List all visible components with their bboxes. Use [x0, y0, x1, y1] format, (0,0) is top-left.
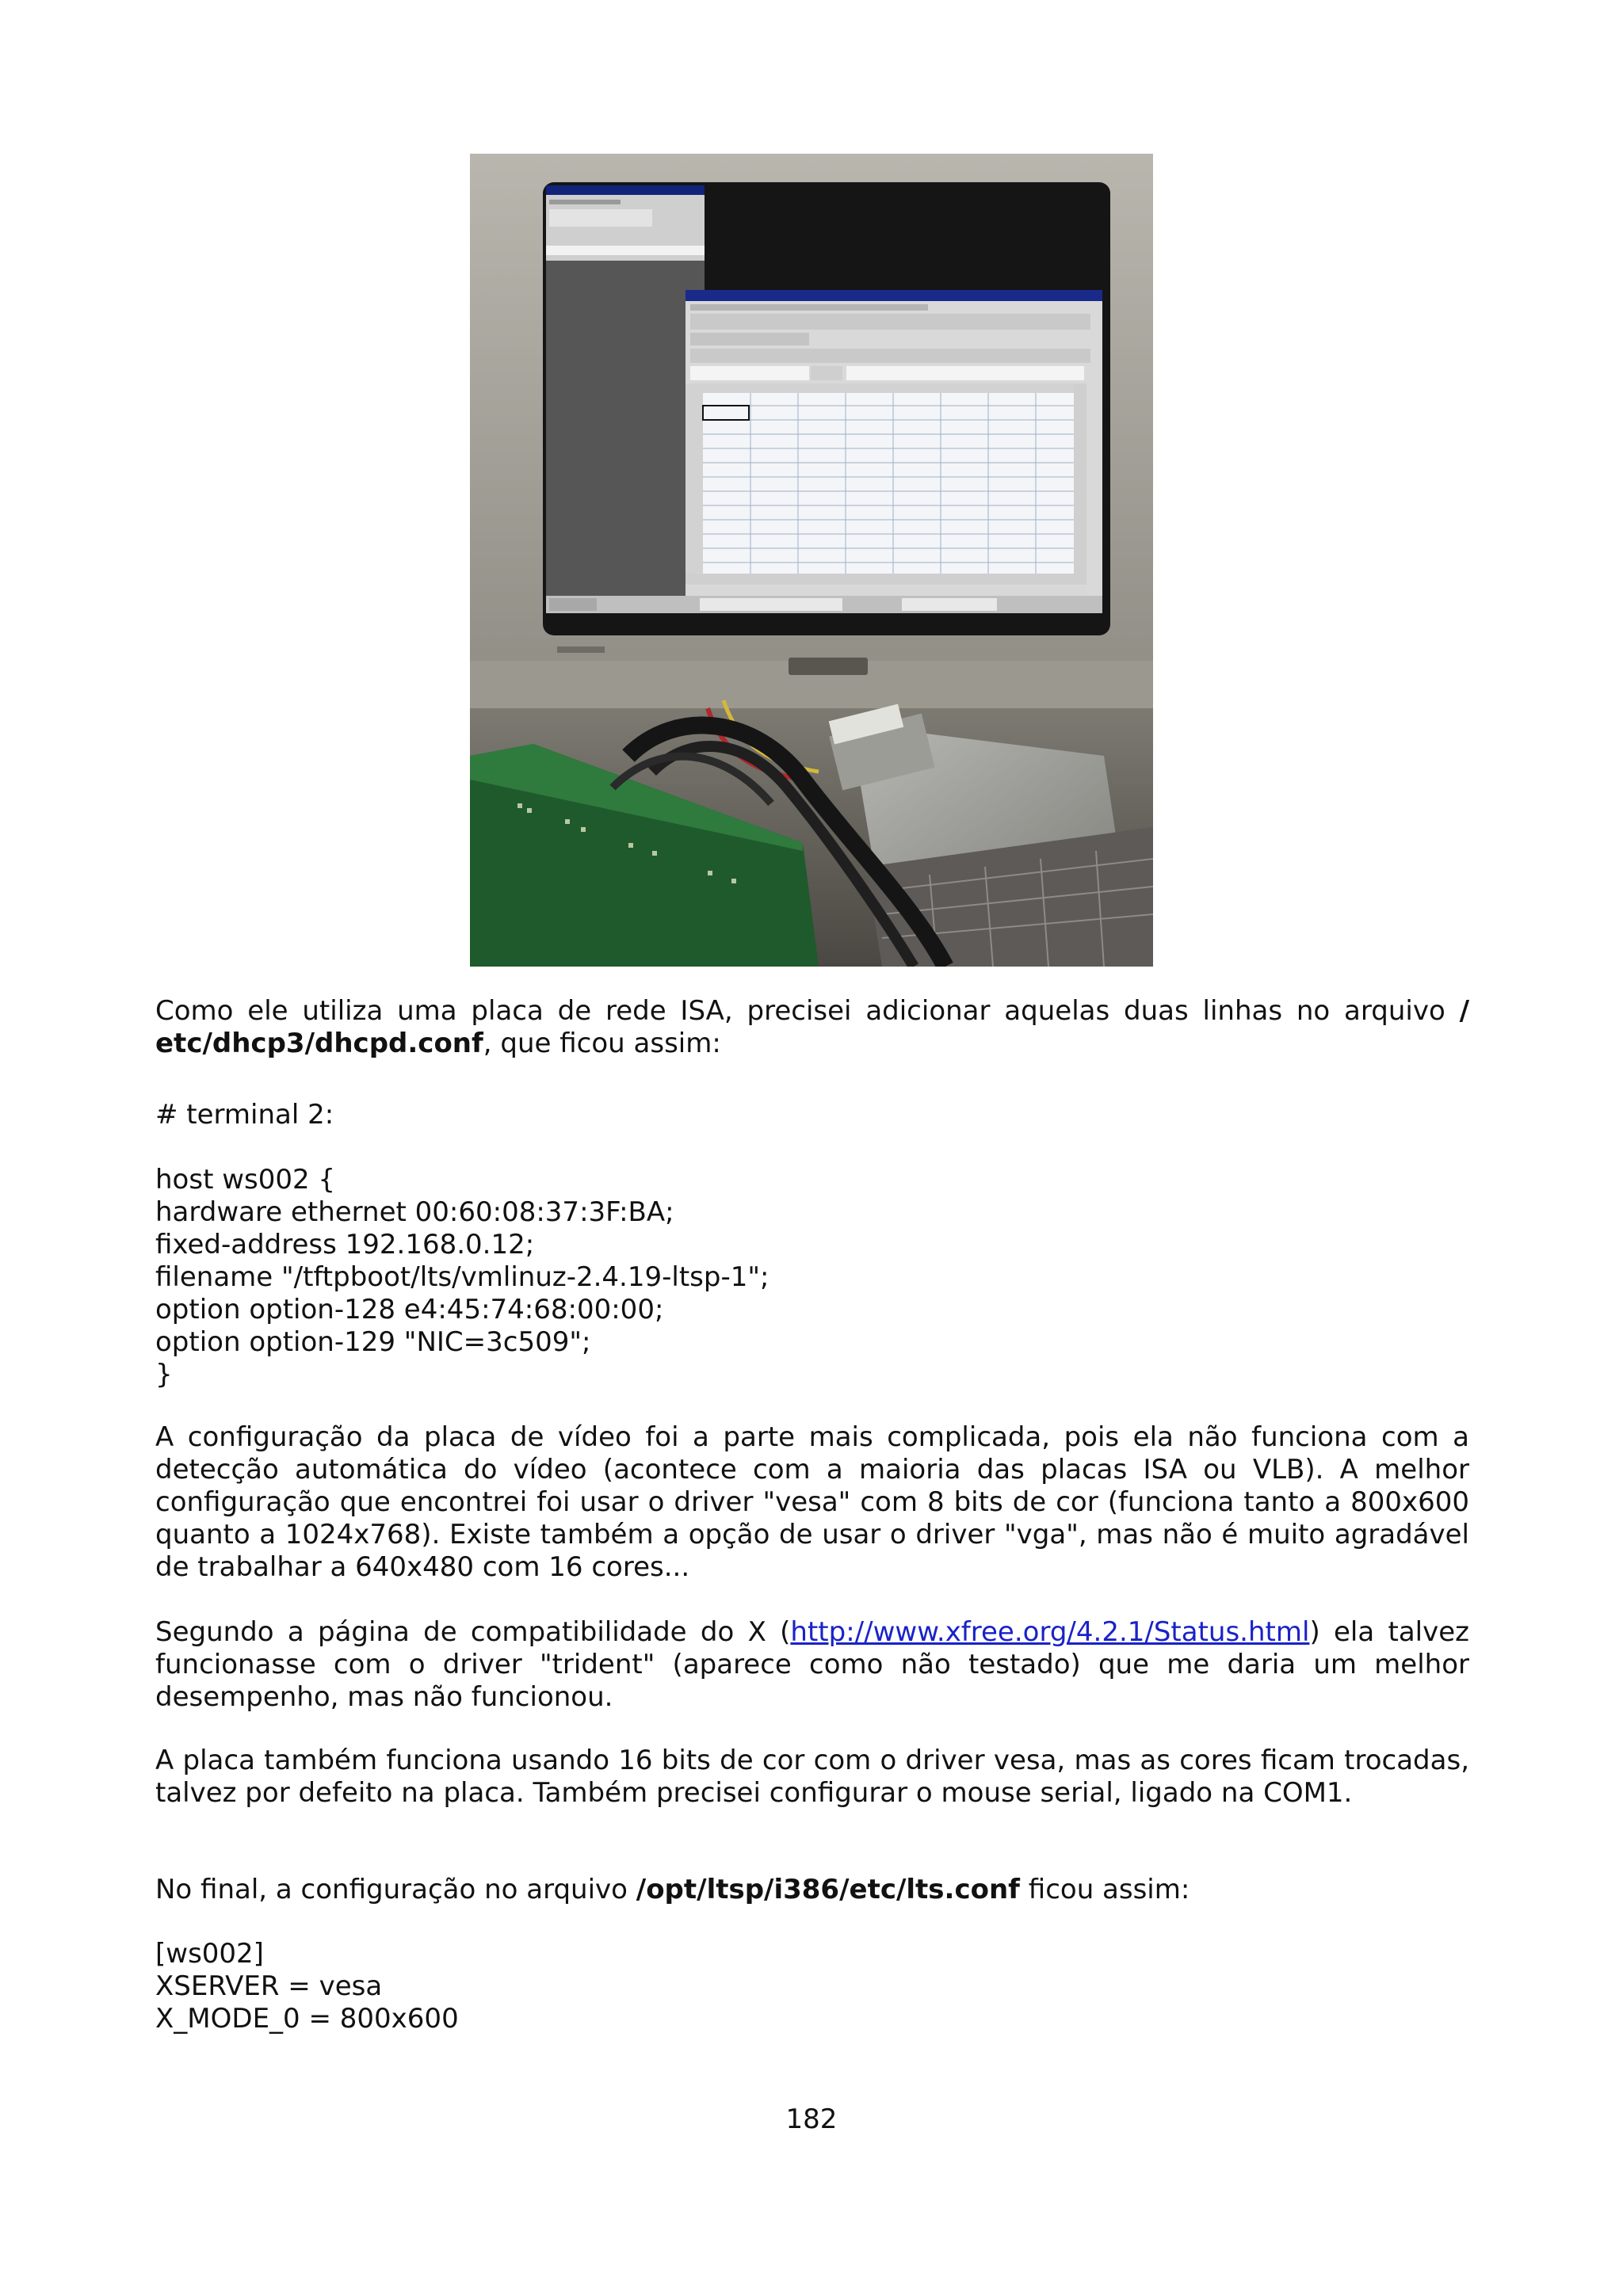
dhcp-config-line: filename "/tftpboot/lts/vmlinuz-2.4.19-ltsp-1"; [155, 1261, 769, 1293]
paragraph-isa [155, 995, 1469, 1060]
dhcp-config-line: host ws002 { [155, 1164, 336, 1196]
terminal-comment: # terminal 2: [155, 1099, 334, 1131]
monitor-photo [470, 154, 1153, 967]
dhcp-config-line: option option-129 "NIC=3c509"; [155, 1326, 591, 1358]
paragraph-compat-before: Segundo a página de compatibilidade do X ( [155, 1616, 791, 1648]
page-number: 182 [785, 2103, 838, 2135]
paragraph-isa-before: Como ele utiliza uma placa de rede ISA, precisei adicionar aquelas duas linhas no arquivo [155, 995, 1460, 1027]
dhcpd-conf-path: / etc/dhcp3/dhcpd.conf [155, 995, 1469, 1059]
paragraph-final-before: No final, a configuração no arquivo [155, 1874, 636, 1905]
paragraph-final-after: ficou assim: [1019, 1874, 1190, 1905]
lts-config-block [155, 1938, 1469, 2035]
paragraph-isa-after: , que ficou assim: [483, 1028, 721, 1059]
paragraph-compat [155, 1616, 1469, 1714]
paragraph-16bit: A placa também funciona usando 16 bits de cor com o driver vesa, mas as cores ficam trocadas, talvez por defeito na placa. Também precisei configurar o mouse serial, ligado na COM1. [155, 1745, 1469, 1809]
lts-config-line: XSERVER = vesa [155, 1970, 383, 2002]
paragraph-video: A configuração da placa de vídeo foi a parte mais complicada, pois ela não funciona com a detecção automática do vídeo (acontece com a maioria das placas ISA ou VLB). A melhor configuração que encontrei foi usar o driver "vesa" com 8 bits de cor (funciona tanto a 800x600 quanto a 1024x768). Existe também a opção de usar o driver "vga", mas não é muito agradável de trabalhar a 640x480 com 16 cores... [155, 1421, 1469, 1583]
lts-config-line: X_MODE_0 = 800x600 [155, 2003, 459, 2035]
lts-config-line: [ws002] [155, 1938, 264, 1970]
dhcp-config-line: hardware ethernet 00:60:08:37:3F:BA; [155, 1196, 674, 1228]
xfree-status-link[interactable]: http://www.xfree.org/4.2.1/Status.html [790, 1616, 1310, 1648]
dhcp-config-line: fixed-address 192.168.0.12; [155, 1229, 535, 1261]
paragraph-compat-after: ) ela talvez funcionasse com o driver "trident" (aparece como não testado) que me daria um melhor desempenho, mas não funcionou. [155, 1616, 1470, 1713]
dhcp-config-line: } [155, 1359, 173, 1390]
dhcp-config-block [155, 1164, 1469, 1391]
paragraph-final [155, 1874, 1469, 1906]
lts-conf-path: /opt/ltsp/i386/etc/lts.conf [636, 1874, 1020, 1905]
dhcp-config-line: option option-128 e4:45:74:68:00:00; [155, 1294, 664, 1325]
